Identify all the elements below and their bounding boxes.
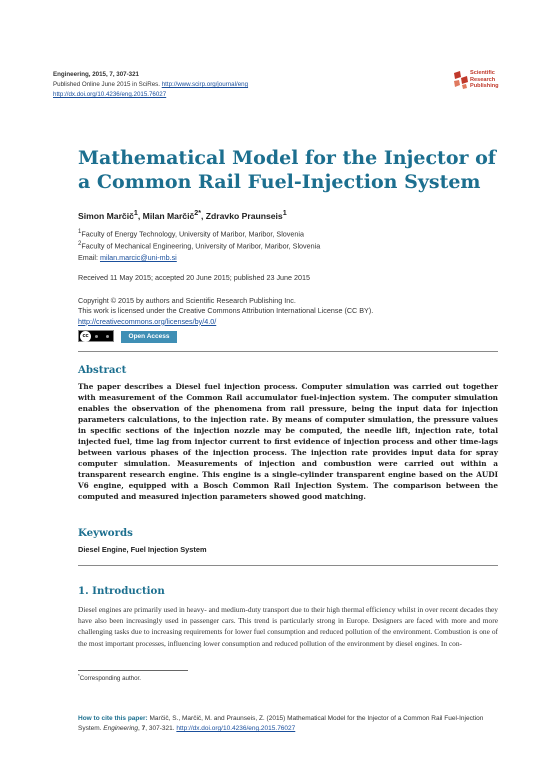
cite-doi-link[interactable]: http://dx.doi.org/10.4236/eng.2015.76027	[176, 725, 296, 733]
publisher-logo	[452, 70, 510, 94]
affiliation-2-mark: 2	[78, 241, 82, 248]
affiliation-2-text: Faculty of Mechanical Engineering, University of Maribor, Maribor, Slovenia	[81, 241, 321, 251]
cite-journal: Engineering	[103, 725, 138, 733]
copyright-block	[78, 296, 373, 327]
publisher-logo-text	[470, 70, 499, 90]
logo-word-1: Scientific	[470, 70, 495, 76]
divider	[78, 351, 498, 352]
abstract-text: The paper describes a Diesel fuel injection process. Computer simulation was carried out together with measurement of the Common Rail accumulator fuel-injection system. The computer simulation enables the observation of the phenomena from rail pressure, being the input data for injection parameters calculations, to the injection rate. By means of computer simulation, the pressure values in specific sections of the injection nozzle may be computed, the needle lift, injection rate, total injected fuel, time lag from injector current to first evidence of injection process and other time-lags between various phases of the injection process. The injection rate provides input data for spray computer simulation. Measurements of injection and combustion were carried out within a transparent research engine. This engine is a single-cylinder transparent engine based on the AUDI V6 engine, equipped with a Bosch Common Rail Injection System. The comparison between the computed and measured injection parameters showed good matching.	[78, 382, 498, 501]
cc-by-badge[interactable]	[78, 330, 114, 342]
paper-title: Mathematical Model for the Injector of a Common Rail Fuel-Injection System	[78, 147, 496, 193]
author-3-affiliation: 1	[282, 209, 287, 217]
cite-label: How to cite this paper:	[78, 715, 148, 722]
affiliation-1	[78, 227, 320, 239]
cc-icon: cc	[80, 331, 91, 342]
publication-dates: Received 11 May 2015; accepted 20 June 2015; published 23 June 2015	[78, 273, 311, 282]
footnote-divider	[78, 670, 188, 671]
scirp-logo-icon	[452, 70, 470, 90]
abstract-heading: Abstract	[78, 364, 127, 376]
divider	[78, 565, 498, 566]
affiliation-1-mark: 1	[78, 229, 82, 235]
cite-text: Marčič, S., Marčič, M. and Praunseis, Z. (2015) Mathematical Model for the Injector of a Common Rail Fuel-Injection System.	[78, 715, 484, 733]
affiliation-1-text: Faculty of Energy Technology, University of Maribor, Maribor, Slovenia	[81, 229, 304, 239]
cite-pages: 307-321.	[148, 725, 175, 733]
how-to-cite: How to cite this paper: Marčič, S., Marčič, M. and Praunseis, Z. (2015) Mathematical Model for the Injector of a Common Rail Fuel-Injection System. Engineering, 7, 307-321. http://dx.doi.org/10.4236/eng.2015.76027	[78, 715, 484, 733]
journal-url-link[interactable]: http://www.scirp.org/journal/eng	[161, 81, 249, 88]
introduction-text: Diesel engines are primarily used in heavy- and medium-duty transport due to their high thermal efficiency whilst in over recent decades they have also been increasingly used in passenger cars. This trend is particularly strong in Europe. Designers are faced with more and more challenging tasks due to increasing requirements for lower fuel consumption and reduced pollution of the environment. Combustion is one of the most important processes, influencing lower consumption and reduced pollution of the environment by diesel engines. In con-	[78, 605, 498, 648]
footnote-mark: *	[78, 673, 80, 678]
copyright-line: Copyright © 2015 by authors and Scientific Research Publishing Inc.	[78, 296, 296, 305]
open-access-badge[interactable]: Open Access	[121, 331, 177, 343]
published-prefix: Published Online June 2015 in SciRes.	[53, 81, 160, 88]
email-label: Email:	[78, 252, 98, 262]
affiliations	[78, 227, 320, 263]
license-url-link[interactable]: http://creativecommons.org/licenses/by/4.0/	[78, 316, 217, 326]
published-line	[53, 80, 248, 90]
keywords-text: Diesel Engine, Fuel Injection System	[78, 545, 207, 554]
affiliation-2	[78, 239, 320, 251]
journal-citation-line: Engineering, 2015, 7, 307-321	[53, 71, 139, 78]
keywords-heading: Keywords	[78, 527, 133, 539]
footnote-text: Corresponding author.	[79, 675, 141, 683]
author-1: Simon Marčič	[78, 210, 134, 221]
author-2: Milan Marčič	[142, 210, 195, 221]
author-separator: ,	[137, 210, 143, 221]
author-2-affiliation: 2*	[194, 209, 202, 217]
author-separator: ,	[201, 210, 206, 221]
email-line	[78, 252, 320, 263]
footnote	[78, 673, 141, 682]
cc-by-icon	[91, 335, 113, 338]
author-list	[78, 209, 287, 221]
journal-header	[53, 70, 248, 100]
logo-word-2: Research	[470, 76, 496, 83]
author-1-affiliation: 1	[133, 209, 138, 217]
doi-link[interactable]: http://dx.doi.org/10.4236/eng.2015.76027	[53, 91, 167, 98]
author-3: Zdravko Praunseis	[205, 210, 283, 221]
email-link[interactable]: milan.marcic@uni-mb.si	[99, 252, 177, 262]
logo-word-3: Publishing	[470, 83, 499, 90]
license-line: This work is licensed under the Creative Commons Attribution International License (CC BY).	[78, 306, 374, 316]
introduction-heading: 1. Introduction	[78, 585, 165, 597]
cite-volume: 7	[141, 725, 146, 733]
